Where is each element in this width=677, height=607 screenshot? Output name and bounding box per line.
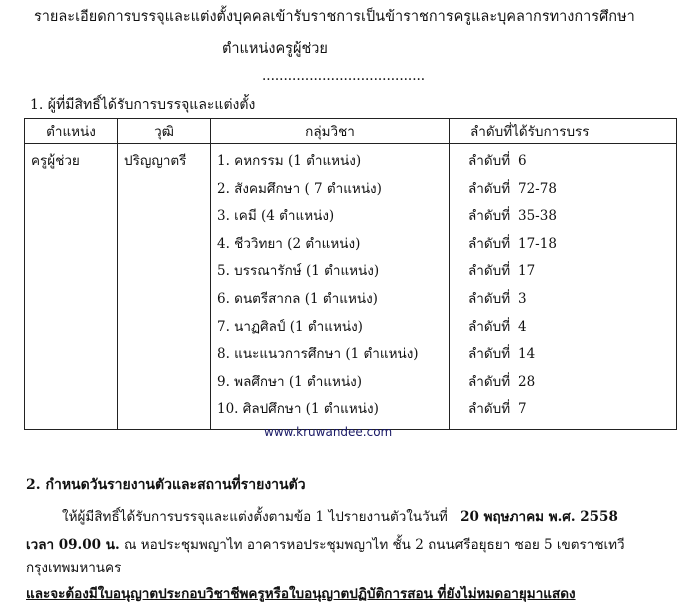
rank-item [468, 176, 670, 204]
rank-label: ลำดับที่ [468, 346, 511, 363]
rank-item [468, 314, 670, 342]
document-title: รายละเอียดการบรรจุและแต่งตั้งบุคคลเข้ารับราชการเป็นข้าราชการครูและบุคลากรทางการศึกษา [34, 9, 635, 25]
document-subtitle: ตำแหน่งครูผู้ช่วย [222, 41, 328, 57]
subject-item: 9. พลศึกษา (1 ตำแหน่ง) [217, 373, 363, 390]
subject-item: 8. แนะแนวการศึกษา (1 ตำแหน่ง) [217, 346, 419, 363]
license-requirement: และจะต้องมีใบอนุญาตประกอบวิชาชีพครูหรือใบอนุญาตปฏิบัติการสอน ที่ยังไม่หมดอายุมาแสดง [26, 586, 576, 602]
rank-value: 7 [518, 401, 527, 418]
header-degree: วุฒิ [118, 119, 211, 144]
subject-item: 1. คหกรรม (1 ตำแหน่ง) [217, 153, 362, 169]
rank-item [468, 341, 670, 369]
header-subject-group: กลุ่มวิชา [211, 119, 450, 144]
subject-item: 5. บรรณารักษ์ (1 ตำแหน่ง) [217, 263, 380, 280]
section1-heading: 1. ผู้ที่มีสิทธิ์ได้รับการบรรจุและแต่งตั้ง [30, 97, 256, 113]
rank-label: ลำดับที่ [468, 263, 511, 280]
report-time: เวลา 09.00 น. [26, 537, 120, 553]
table-header-row [25, 119, 677, 144]
report-city: กรุงเทพมหานคร [26, 560, 122, 576]
rank-label: ลำดับที่ [468, 153, 511, 169]
rank-label: ลำดับที่ [468, 401, 511, 418]
title-dots: ...................................... [262, 68, 426, 84]
rank-value: 72-78 [518, 180, 557, 197]
position-cell [25, 144, 118, 430]
subject-item: 4. ชีววิทยา (2 ตำแหน่ง) [217, 235, 361, 252]
placement-table [24, 118, 677, 430]
subject-item: 7. นาฏศิลป์ (1 ตำแหน่ง) [217, 318, 363, 335]
rank-cell [450, 144, 677, 430]
rank-label: ลำดับที่ [468, 373, 511, 390]
report-location-line [26, 533, 625, 555]
watermark-link[interactable]: www.kruwandee.com [264, 425, 393, 439]
rank-value: 4 [518, 318, 527, 335]
rank-label: ลำดับที่ [468, 290, 511, 307]
rank-label: ลำดับที่ [468, 235, 511, 252]
rank-label: ลำดับที่ [468, 208, 511, 225]
report-date-text: ให้ผู้มีสิทธิ์ได้รับการบรรจุและแต่งตั้งตามข้อ 1 ไปรายงานตัวในวันที่ [62, 509, 448, 525]
rank-item [468, 203, 670, 231]
rank-item [468, 231, 670, 259]
report-location: ณ หอประชุมพญาไท อาคารหอประชุมพญาไท ชั้น 2 ถนนศรีอยุธยา ซอย 5 เขตราชเทวี [119, 537, 625, 553]
header-position: ตำแหน่ง [25, 119, 118, 144]
position-value: ครูผู้ช่วย [31, 153, 80, 169]
rank-item [468, 369, 670, 397]
rank-value: 17 [518, 263, 536, 280]
rank-value: 3 [518, 290, 527, 307]
rank-value: 28 [518, 373, 536, 390]
report-date-value: 20 พฤษภาคม พ.ศ. 2558 [460, 509, 618, 525]
rank-value: 35-38 [518, 208, 557, 225]
table-body-row [25, 144, 677, 430]
subject-item: 10. ศิลปศึกษา (1 ตำแหน่ง) [217, 401, 379, 418]
rank-item [468, 148, 670, 176]
subject-cell [211, 144, 450, 430]
rank-item [468, 286, 670, 314]
rank-label: ลำดับที่ [468, 180, 511, 197]
rank-value: 17-18 [518, 235, 557, 252]
subject-item: 2. สังคมศึกษา ( 7 ตำแหน่ง) [217, 180, 382, 197]
degree-value: ปริญญาตรี [124, 153, 187, 169]
degree-cell [118, 144, 211, 430]
report-date-line [62, 505, 618, 527]
subject-item: 3. เคมี (4 ตำแหน่ง) [217, 208, 335, 225]
header-rank: ลำดับที่ได้รับการบรร [450, 119, 677, 144]
subject-item: 6. ดนตรีสากล (1 ตำแหน่ง) [217, 290, 378, 307]
rank-item [468, 396, 670, 424]
rank-value: 14 [518, 346, 536, 363]
rank-value: 6 [518, 153, 527, 169]
rank-label: ลำดับที่ [468, 318, 511, 335]
section2-heading: 2. กำหนดวันรายงานตัวและสถานที่รายงานตัว [26, 477, 306, 493]
rank-item [468, 258, 670, 286]
